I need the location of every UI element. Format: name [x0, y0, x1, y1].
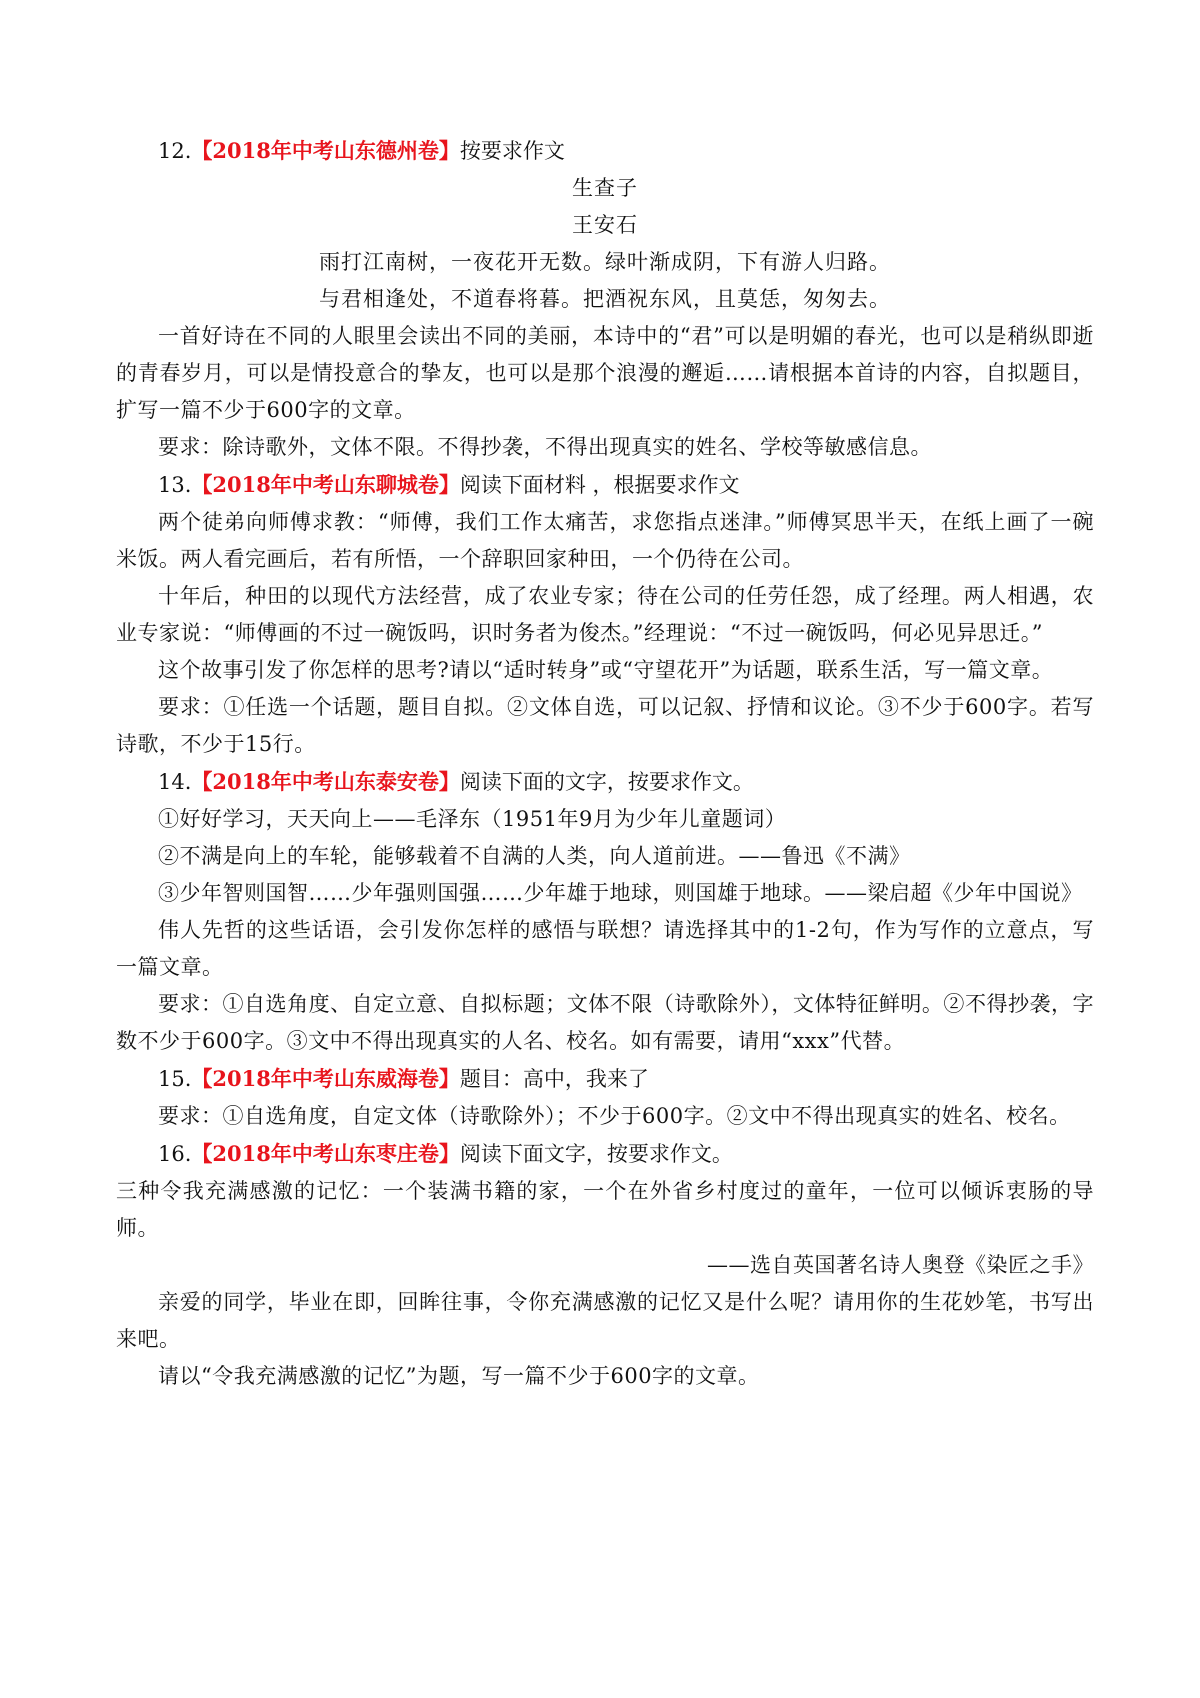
- question-instruction: 阅读下面材料 ，根据要求作文: [459, 473, 740, 497]
- exam-source-tag: 【2018年中考山东泰安卷】: [191, 769, 460, 794]
- prompt-paragraph: 一首好诗在不同的人眼里会读出不同的美丽，本诗中的“君”可以是明媚的春光，也可以是稍纵即逝的青春岁月，可以是情投意合的挚友，也可以是那个浪漫的邂逅……请根据本首诗的内容，自拟题目，扩写一篇不少于600字的文章。: [116, 324, 1094, 422]
- question-15-heading: [116, 1060, 1094, 1098]
- poem-author: 王安石: [572, 213, 638, 237]
- prompt-paragraph: 伟人先哲的这些话语，会引发你怎样的感悟与联想？请选择其中的1-2句，作为写作的立意点，写一篇文章。: [116, 918, 1094, 979]
- quote-line: ③少年智则国智……少年强则国强……少年雄于地球，则国雄于地球。——梁启超《少年中国说》: [158, 881, 1083, 905]
- material-paragraph: 两个徒弟向师傅求教：“师傅，我们工作太痛苦，求您指点迷津。”师傅冥思半天，在纸上画了一碗米饭。两人看完画后，若有所悟，一个辞职回家种田，一个仍待在公司。: [116, 510, 1094, 571]
- requirements-paragraph: 要求：①自选角度、自定立意、自拟标题；文体不限（诗歌除外），文体特征鲜明。②不得抄袭，字数不少于600字。③文中不得出现真实的人名、校名。如有需要，请用“xxx”代替。: [116, 992, 1094, 1053]
- material-paragraph: 十年后，种田的以现代方法经营，成了农业专家；待在公司的任劳任怨，成了经理。两人相遇，农业专家说：“师傅画的不过一碗饭吗，识时务者为俊杰。”经理说：“不过一碗饭吗，何必见异思迁。”: [116, 584, 1094, 645]
- requirements-paragraph: 要求：①自选角度，自定文体（诗歌除外）；不少于600字。②文中不得出现真实的姓名、校名。: [158, 1104, 1071, 1128]
- quote-paragraph: 三种令我充满感激的记忆：一个装满书籍的家，一个在外省乡村度过的童年，一位可以倾诉衷肠的导师。: [116, 1179, 1094, 1240]
- question-instruction: 题目：高中，我来了: [459, 1067, 649, 1091]
- quote-source: ——选自英国著名诗人奥登《染匠之手》: [707, 1253, 1094, 1277]
- exam-source-tag: 【2018年中考山东德州卷】: [191, 138, 460, 163]
- question-number: 13.: [158, 473, 192, 497]
- question-number: 12.: [158, 139, 192, 163]
- document-page: [116, 132, 1094, 1395]
- exam-source-tag: 【2018年中考山东威海卷】: [191, 1066, 460, 1091]
- prompt-paragraph: 请以“令我充满感激的记忆”为题，写一篇不少于600字的文章。: [158, 1364, 760, 1388]
- quote-line: ②不满是向上的车轮，能够载着不自满的人类，向人道前进。——鲁迅《不满》: [158, 844, 911, 868]
- prompt-paragraph: 亲爱的同学，毕业在即，回眸往事，令你充满感激的记忆又是什么呢？请用你的生花妙笔，书写出来吧。: [116, 1290, 1094, 1351]
- exam-source-tag: 【2018年中考山东枣庄卷】: [191, 1141, 460, 1166]
- question-number: 14.: [158, 770, 192, 794]
- question-instruction: 按要求作文: [459, 139, 565, 163]
- poem-line: 雨打江南树，一夜花开无数。绿叶渐成阴，下有游人归路。: [319, 250, 891, 274]
- question-number: 15.: [158, 1067, 192, 1091]
- question-14-heading: [116, 763, 1094, 801]
- prompt-paragraph: 这个故事引发了你怎样的思考?请以“适时转身”或“守望花开”为话题，联系生活，写一篇文章。: [158, 658, 1054, 682]
- requirements-paragraph: 要求：①任选一个话题，题目自拟。②文体自选，可以记叙、抒情和议论。③不少于600字。若写诗歌，不少于15行。: [116, 695, 1094, 756]
- question-instruction: 阅读下面文字，按要求作文。: [459, 1142, 733, 1166]
- poem-title: 生查子: [572, 176, 638, 200]
- question-instruction: 阅读下面的文字，按要求作文。: [459, 770, 754, 794]
- question-16-heading: [116, 1135, 1094, 1173]
- quote-line: ①好好学习，天天向上——毛泽东（1951年9月为少年儿童题词）: [158, 807, 787, 831]
- poem-line: 与君相逢处，不道春将暮。把酒祝东风，且莫恁，匆匆去。: [319, 287, 891, 311]
- requirements-paragraph: 要求：除诗歌外，文体不限。不得抄袭，不得出现真实的姓名、学校等敏感信息。: [158, 435, 932, 459]
- question-number: 16.: [158, 1142, 192, 1166]
- question-12-heading: [116, 132, 1094, 170]
- question-13-heading: [116, 466, 1094, 504]
- exam-source-tag: 【2018年中考山东聊城卷】: [191, 472, 460, 497]
